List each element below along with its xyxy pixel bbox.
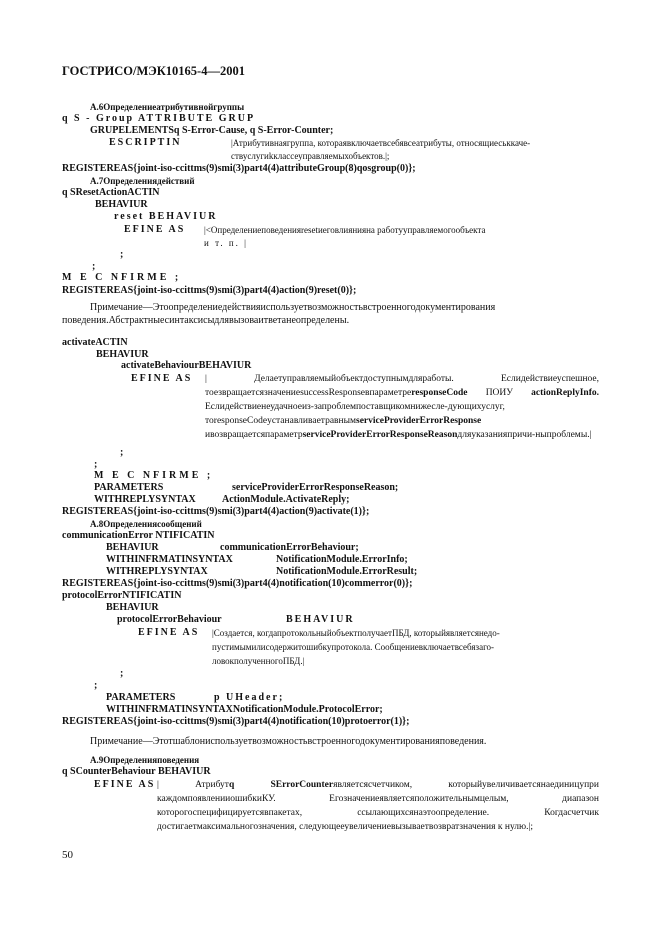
code-line: ;: [92, 261, 96, 272]
description-text: ловокполученногоПБД.|: [212, 656, 305, 666]
code-line: M E C NFIRME ;: [62, 272, 182, 283]
section-a8-heading: А.8Определениясообщений: [90, 519, 202, 529]
code-line: p UHeader;: [214, 692, 285, 703]
code-line: ;: [120, 447, 124, 458]
code-line: BEHAVIUR: [95, 199, 148, 210]
code-line: BEHAVIUR: [106, 602, 159, 613]
code-line: BEHAVIUR: [286, 614, 355, 625]
note-text: поведения.Абстрактныесинтаксисыдлявызоваитветанеопределены.: [62, 315, 350, 326]
counter-description: | Атрибутq SErrorCounterявляетсясчетчиком, которыйувеличиваетсянаединицупри каждомпоявленииошибкиКУ. Егозначениеявляетсяположительнымцелым, диапазон которогоспецифицируетсявпакетах, ссылающихсянаэтоопределение. Когдасчетчик достигаетмаксимальногозначения, следующееувеличениевызываетвозвратзначения к нулю.|;: [157, 780, 600, 832]
section-a6-heading: А.6Определениеатрибутивнойгруппы: [90, 102, 245, 112]
page-number: 50: [62, 849, 73, 861]
register-line: REGISTEREAS{joint-iso-ccittms(9)smi(3)part4(4)action(9)reset(0)};: [62, 285, 357, 296]
code-line: GRUPELEMENTSq S-Error-Cause, q S-Error-Counter;: [90, 125, 334, 136]
code-line: ActionModule.ActivateReply;: [222, 494, 350, 505]
code-line: ;: [120, 668, 124, 679]
code-line: communicationErrorBehaviour;: [220, 542, 359, 553]
code-line: WITHREPLYSYNTAX: [94, 494, 196, 505]
code-line: WITHINFRMATINSYNTAX: [106, 554, 233, 565]
description-text: ствуслугиkклассеуправляемыхобъектов.|;: [231, 151, 390, 161]
code-line: ESCRIPTIN: [109, 137, 182, 148]
code-line: communicationError NTIFICATIN: [62, 530, 215, 541]
section-a7-heading: А.7Определениядействий: [90, 176, 195, 186]
code-line: q S - Group ATTRIBUTE GRUP: [62, 113, 256, 124]
code-line: NotificationModule.ErrorResult;: [276, 566, 418, 577]
code-line: EFINE AS: [131, 373, 193, 384]
code-line: EFINE AS: [138, 627, 200, 638]
activate-description: | Делаетуправляемыйобъектдоступнымдляработы. Еслидействиеуспешное, тоезвращаетсязначениеsuccessResponseвпараметреresponseCode ПОИУ actionReplyInfo. Еслидействиенеудачноеиз-запроблемпоставщикомнижесле-дующихуслуг, тоresponseCodeустанавливаетравнымserviceProviderErrorResponse ивозвращаетсяпараметрserviceProviderErrorResponseReasonдляуказанияпричи-ныпроблемы.|: [205, 374, 599, 440]
code-line: protocolErrorNTIFICATIN: [62, 590, 182, 601]
section-a9-heading: А.9Определенияповедения: [90, 755, 200, 765]
code-line: WITHINFRMATINSYNTAXNotificationModule.ProtocolError;: [106, 704, 383, 715]
code-line: EFINE AS: [94, 779, 156, 790]
code-line: EFINE AS: [124, 224, 186, 235]
code-line: ;: [120, 249, 124, 260]
code-line: ;: [94, 459, 98, 470]
register-line: REGISTEREAS{joint-iso-ccittms(9)smi(3)part4(4)notification(10)commerror(0)};: [62, 578, 413, 589]
code-line: BEHAVIUR: [96, 349, 149, 360]
code-line: M E C NFIRME ;: [94, 470, 214, 481]
code-line: NotificationModule.ErrorInfo;: [276, 554, 408, 565]
description-text: и т. п. |: [204, 238, 248, 248]
code-line: PARAMETERS: [106, 692, 176, 703]
register-line: REGISTEREAS{joint-iso-ccittms(9)smi(3)part4(4)action(9)activate(1)};: [62, 506, 370, 517]
code-line: serviceProviderErrorResponseReason;: [232, 482, 399, 493]
code-line: activateBehaviourBEHAVIUR: [121, 360, 252, 371]
code-line: protocolErrorBehaviour: [117, 614, 222, 625]
description-text: |Создается, когдапротокольныйобъектполучаетПБД, которыйявляетсянедо-: [212, 628, 500, 638]
code-line: q SCounterBehaviour BEHAVIUR: [62, 766, 211, 777]
description-text: пустимымилисодержитошибкупротокола. Сообщениевключаетвсебязаго-: [212, 642, 495, 652]
page-header-title: ГОСТРИСО/МЭК10165-4—2001: [62, 64, 245, 78]
description-text: |<Определениеповеденияresetиеговлиянияна работуупрaвляемогообъекта: [204, 225, 486, 235]
code-line: PARAMETERS: [94, 482, 164, 493]
register-line: REGISTEREAS{joint-iso-ccittms(9)smi(3)part4(4)notification(10)protoerror(1)};: [62, 716, 410, 727]
code-line: activateACTIN: [62, 337, 128, 348]
code-line: reset BEHAVIUR: [114, 211, 218, 222]
code-line: BEHAVIUR: [106, 542, 159, 553]
register-line: REGISTEREAS{joint-iso-ccittms(9)smi(3)part4(4)attributeGroup(8)qosgroup(0)};: [62, 163, 416, 174]
code-line: q SResetActionACTIN: [62, 187, 160, 198]
note-text: Примечание—Этотшаблониспользуетвозможностьвстроенногодокументированияповедения.: [90, 736, 487, 747]
note-text: Примечание—Этоопределениедействияиспользуетвозможностьвстроенногодокументирования: [90, 302, 496, 313]
code-line: ;: [94, 680, 98, 691]
description-text: |Атрибутивнаягруппа, котораявключаетвсебявсеатрибуты, относящиеськкаче-: [231, 138, 531, 148]
code-line: WITHREPLYSYNTAX: [106, 566, 208, 577]
